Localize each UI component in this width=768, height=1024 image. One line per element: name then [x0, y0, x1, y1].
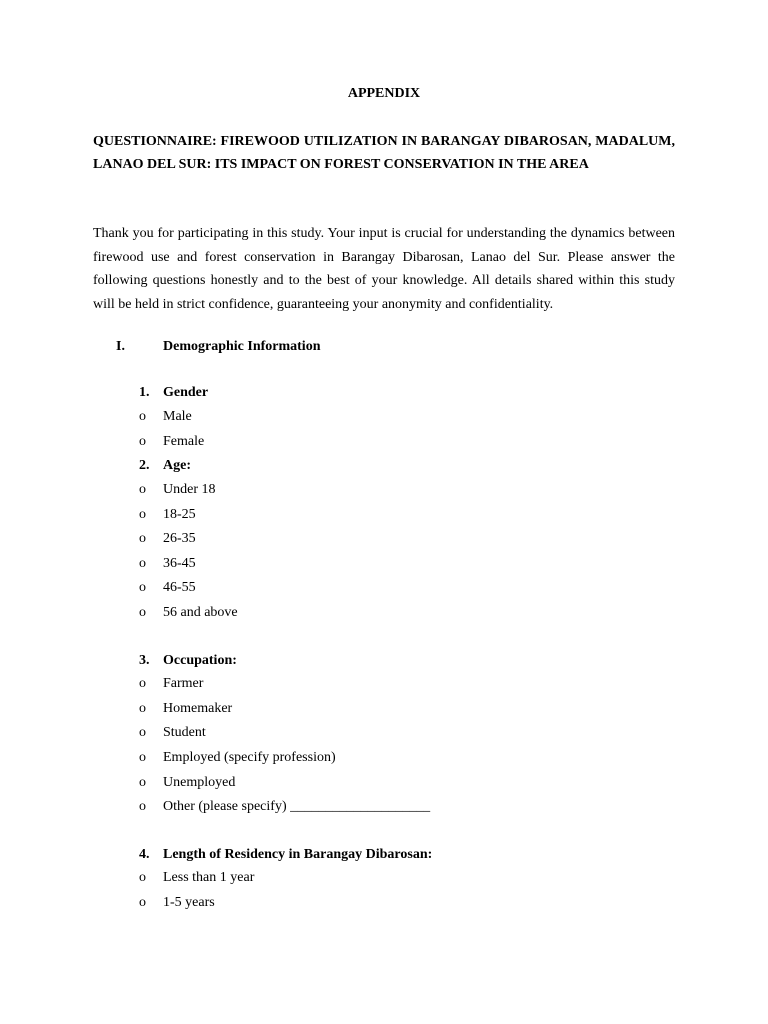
option-label: 18-25: [163, 507, 196, 522]
option-bullet-icon: o: [139, 434, 146, 449]
option-bullet-icon: o: [139, 482, 146, 497]
section-number: I.: [116, 339, 125, 354]
question-label-age: Age:: [163, 458, 191, 473]
option-bullet-icon: o: [139, 701, 146, 716]
option-label: 36-45: [163, 556, 196, 571]
question-number: 3.: [139, 653, 150, 668]
option-bullet-icon: o: [139, 531, 146, 546]
option-label: Homemaker: [163, 701, 233, 716]
question-number: 4.: [139, 847, 150, 862]
option-label: 26-35: [163, 531, 196, 546]
option-label: 46-55: [163, 580, 196, 595]
option-label: Less than 1 year: [163, 870, 255, 885]
question-label-residency: Length of Residency in Barangay Dibarosan:: [163, 847, 433, 862]
option-bullet-icon: o: [139, 605, 146, 620]
questionnaire-title: QUESTIONNAIRE: FIREWOOD UTILIZATION IN BARANGAY DIBAROSAN, MADALUM, LANAO DEL SUR: ITS IMPACT ON FOREST CONSERVATION IN THE AREA: [93, 134, 675, 172]
option-bullet-icon: o: [139, 580, 146, 595]
question-label-gender: Gender: [163, 385, 209, 400]
option-bullet-icon: o: [139, 725, 146, 740]
section-title: Demographic Information: [163, 339, 321, 354]
option-bullet-icon: o: [139, 556, 146, 571]
option-label: Female: [163, 434, 205, 449]
option-bullet-icon: o: [139, 870, 146, 885]
option-label: Under 18: [163, 482, 216, 497]
intro-paragraph: Thank you for participating in this study. Your input is crucial for understanding the dynamics between firewood use and forest conservation in Barangay Dibarosan, Lanao del Sur. Please answer the following questions honestly and to the best of your knowledge. All details shared within this study will be held in strict confidence, guaranteeing your anonymity and confidentiality.: [93, 226, 675, 312]
option-label: 56 and above: [163, 605, 238, 620]
option-label: Male: [163, 409, 192, 424]
option-bullet-icon: o: [139, 775, 146, 790]
option-bullet-icon: o: [139, 750, 146, 765]
question-label-occupation: Occupation:: [163, 653, 237, 668]
option-label: Unemployed: [163, 775, 236, 790]
question-number: 1.: [139, 385, 150, 400]
option-label: Farmer: [163, 676, 204, 691]
option-label: Student: [163, 725, 206, 740]
option-bullet-icon: o: [139, 409, 146, 424]
option-label: 1-5 years: [163, 895, 215, 910]
option-label: Other (please specify) ____________________: [163, 799, 431, 814]
option-bullet-icon: o: [139, 799, 146, 814]
option-bullet-icon: o: [139, 676, 146, 691]
option-label: Employed (specify profession): [163, 750, 336, 765]
option-bullet-icon: o: [139, 507, 146, 522]
option-bullet-icon: o: [139, 895, 146, 910]
appendix-heading: APPENDIX: [347, 86, 421, 101]
question-number: 2.: [139, 458, 150, 473]
